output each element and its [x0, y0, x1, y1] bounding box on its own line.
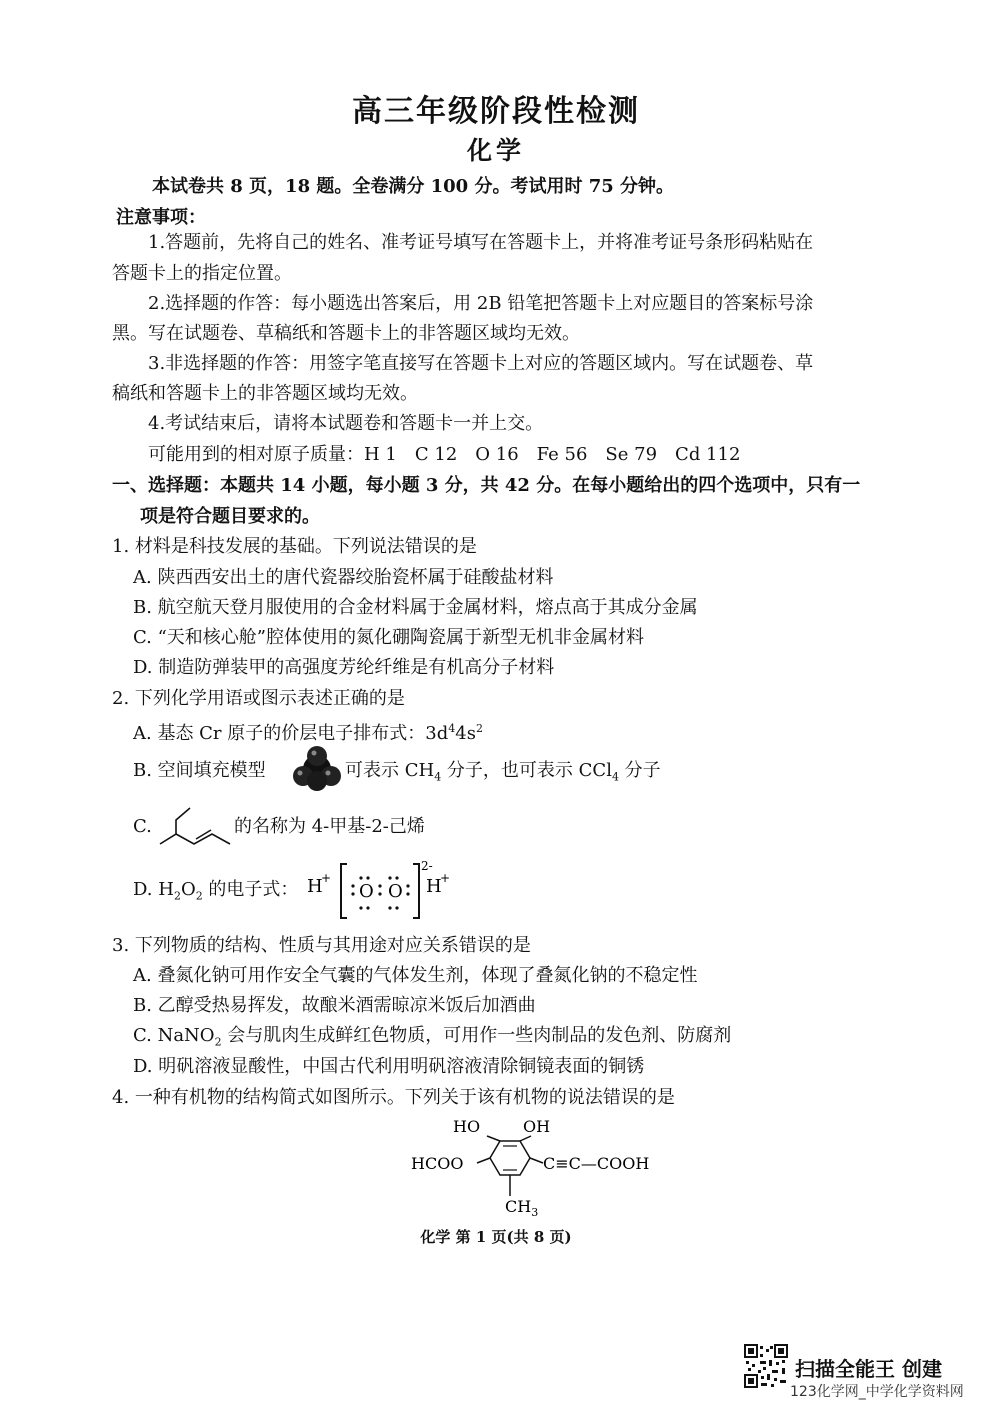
plus-sign-right: + [440, 871, 451, 885]
q4-stem: 4. 一种有机物的结构简式如图所示。下列关于该有机物的说法错误的是 [112, 1087, 675, 1108]
q2-option-c-text: 的名称为 4-甲基-2-己烯 [234, 816, 425, 837]
notice-4: 4.考试结束后，请将本试题卷和答题卡一并上交。 [148, 413, 544, 434]
notice-3b: 稿纸和答题卡上的非答题区域均无效。 [112, 383, 418, 404]
charge-label: 2- [421, 859, 433, 873]
q3-option-d: D. 明矾溶液显酸性，中国古代利用明矾溶液清除铜镜表面的铜锈 [133, 1056, 645, 1077]
q1-option-a: A. 陕西西安出土的唐代瓷器绞胎瓷杯属于硅酸盐材料 [133, 567, 554, 588]
notice-1a: 1.答题前，先将自己的姓名、准考证号填写在答题卡上，并将准考证号条形码粘贴在 [148, 232, 814, 253]
propiolic-acid-group-label: C≡C—COOH [543, 1154, 650, 1173]
q1-option-c: C. “天和核心舱”腔体使用的氮化硼陶瓷属于新型无机非金属材料 [133, 627, 644, 648]
hydroxyl-left-label: HO [453, 1117, 481, 1136]
structural-formula [405, 1112, 670, 1222]
skeletal-formula-icon [156, 800, 236, 852]
plus-sign-left: + [321, 871, 332, 885]
hydroxyl-right-label: OH [523, 1117, 551, 1136]
q2-stem: 2. 下列化学用语或图示表述正确的是 [112, 688, 405, 709]
q2-option-c-label: C. [133, 816, 152, 837]
q2-option-d-label: D. $H_2O_2$ 的电子式： [133, 879, 299, 903]
methyl-group-label: $CH_3$ [505, 1197, 539, 1219]
page-footer: 化学 第 1 页(共 8 页) [420, 1228, 572, 1246]
space-filling-model-icon [290, 744, 344, 792]
oxygen-atom-2: O [388, 881, 403, 902]
hydrogen-ion-right: H [426, 876, 442, 897]
q2-option-a: A. 基态 Cr 原子的价层电子排布式：$3d^44s^2$ [133, 722, 483, 744]
hydrogen-ion-left: H [307, 876, 323, 897]
qr-code-icon [744, 1344, 788, 1388]
q1-option-d: D. 制造防弹装甲的高强度芳纶纤维是有机高分子材料 [133, 657, 555, 678]
section1-heading: 一、选择题：本题共 14 小题，每小题 3 分，共 42 分。在每小题给出的四个选项中，只有一 [112, 475, 861, 496]
atomic-masses: 可能用到的相对原子质量：H 1 C 12 O 16 Fe 56 Se 79 Cd 112 [148, 444, 741, 465]
q1-option-b: B. 航空航天登月服使用的合金材料属于金属材料，熔点高于其成分金属 [133, 597, 698, 618]
source-watermark: 123化学网_中学化学资料网 [790, 1384, 964, 1400]
q1-stem: 1. 材料是科技发展的基础。下列说法错误的是 [112, 536, 477, 557]
scanner-app-label: 扫描全能王 创建 [795, 1357, 942, 1381]
formate-group-label: HCOO [411, 1154, 464, 1173]
notice-1b: 答题卡上的指定位置。 [112, 263, 292, 284]
notice-2a: 2.选择题的作答：每小题选出答案后，用 2B 铅笔把答题卡上对应题目的答案标号涂 [148, 293, 814, 314]
oxygen-atom-1: O [359, 881, 374, 902]
q3-option-c: C. NaNO$_2$ 会与肌肉生成鲜红色物质，可用作一些肉制品的发色剂、防腐剂 [133, 1025, 732, 1049]
electron-formula-icon [305, 856, 465, 924]
q2-option-b-label: B. 空间填充模型 [133, 760, 266, 781]
q3-option-b: B. 乙醇受热易挥发，故酿米酒需晾凉米饭后加酒曲 [133, 995, 536, 1016]
exam-intro: 本试卷共 8 页，18 题。全卷满分 100 分。考试用时 75 分钟。 [152, 176, 675, 197]
notice-title: 注意事项： [116, 207, 206, 228]
exam-title: 高三年级阶段性检测 [352, 94, 640, 129]
q3-stem: 3. 下列物质的结构、性质与其用途对应关系错误的是 [112, 935, 531, 956]
q2-option-b-text: 可表示 $CH_4$ 分子，也可表示 CCl$_4$ 分子 [345, 760, 661, 784]
notice-3a: 3.非选择题的作答：用签字笔直接写在答题卡上对应的答题区域内。写在试题卷、草 [148, 353, 814, 374]
notice-2b: 黑。写在试题卷、草稿纸和答题卡上的非答题区域均无效。 [112, 323, 580, 344]
section1-heading-cont: 项是符合题目要求的。 [140, 506, 320, 527]
q3-option-a: A. 叠氮化钠可用作安全气囊的气体发生剂，体现了叠氮化钠的不稳定性 [133, 965, 698, 986]
subject-title: 化学 [466, 136, 525, 165]
